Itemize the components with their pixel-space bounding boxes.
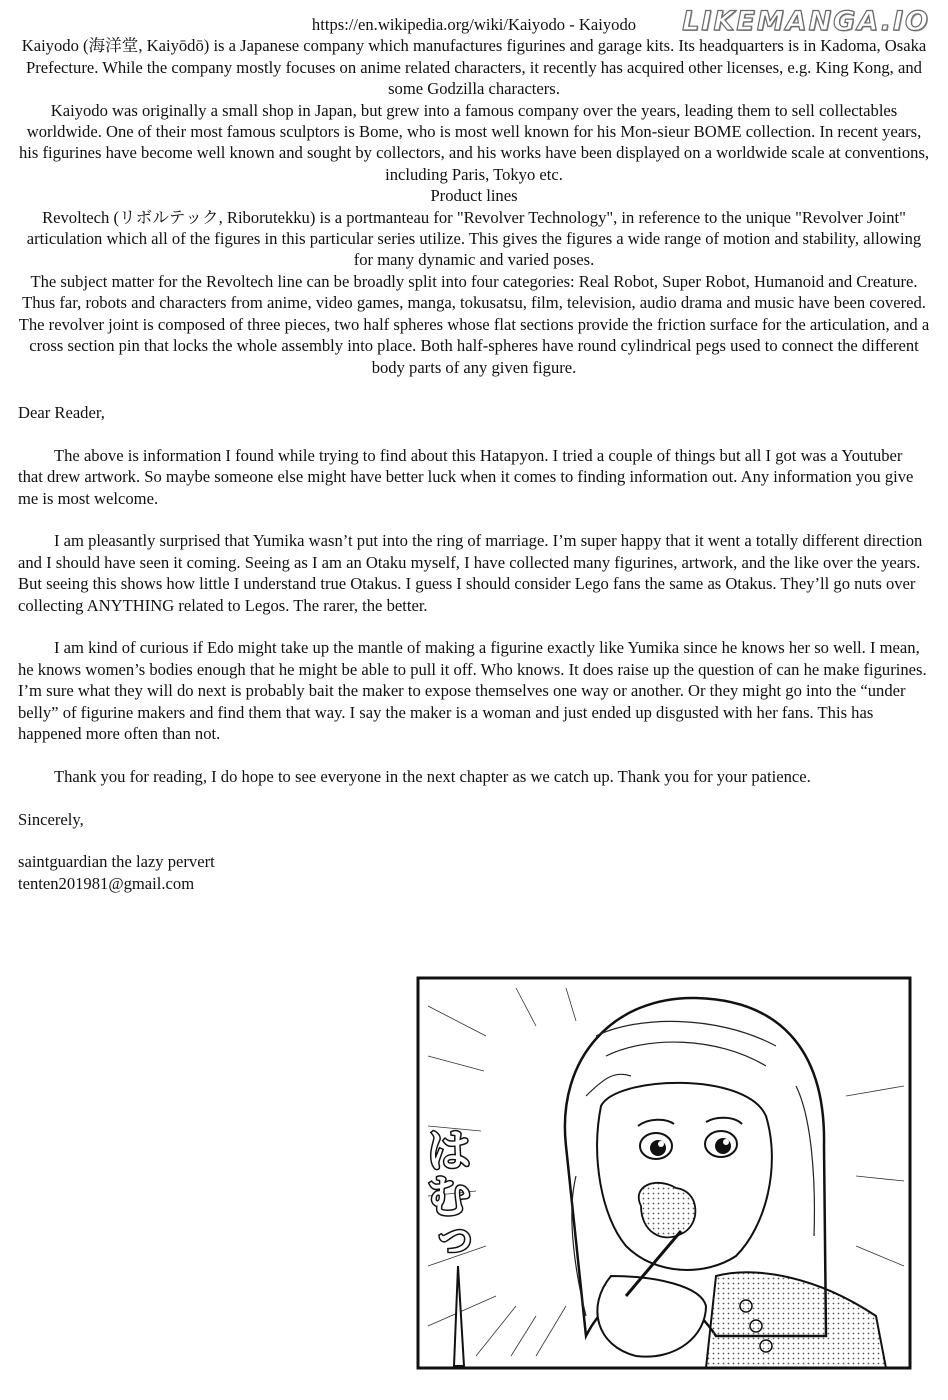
manga-panel-illustration [416,976,912,1370]
eye-left [640,1133,672,1159]
wiki-paragraph-subjects: The subject matter for the Revoltech line can be broadly split into four categories: Real Robot, Super Robot, Humanoid and Creature. Thus far, robots and characters from anime, video games, manga, tokusatsu, film, television, audio drama and music have been covered. The revolver joint is composed of three pieces, two half spheres whose flat sections provide the friction surface for the articulation, and a cross section pin that locks the whole assembly into place. Both half-spheres have round cylindrical pegs used to connect the different body parts of any given figure. [18,271,930,377]
site-watermark: LIKEMANGA.IO [682,6,930,37]
letter-paragraph: Thank you for reading, I do hope to see everyone in the next chapter as we catch up. Thank you for your patience. [54,766,811,786]
sound-effect: はむっ [419,1126,473,1264]
eye-right [705,1131,737,1157]
letter-closing: Sincerely, [18,809,84,829]
wiki-paragraph-history: Kaiyodo was originally a small shop in Japan, but grew into a famous company over the years, leading them to sell collectables worldwide. One of their most famous sculptors is Bome, who is most well known for his Mon-sieur BOME collection. In recent years, his figurines have become well known and sought by collectors, and his works have been displayed on a worldwide scale at conventions, including Paris, Tokyo etc. [18,100,930,184]
letter-signature: saintguardian the lazy pervert [18,852,215,872]
reader-letter [18,402,930,894]
manga-panel [416,976,912,1370]
wiki-section-heading: Product lines [430,186,518,206]
face [597,1083,772,1270]
letter-greeting: Dear Reader, [18,403,105,422]
letter-email: tenten201981@gmail.com [18,873,195,893]
wiki-paragraph-intro: Kaiyodo (海洋堂, Kaiyōdō) is a Japanese company which manufactures figurines and garage kits. Its headquarters is in Kadoma, Osaka Prefecture. While the company mostly focuses on anime related characters, it recently has acquired other licenses, e.g. King Kong, and some Godzilla characters. [21,36,927,99]
letter-paragraph: I am kind of curious if Edo might take up the mantle of making a figurine exactly like Yumika since he knows her so well. I mean, he knows women’s bodies enough that he might be able to pull it off. Who knows. It does raise up the question of can he make figurines. I’m sure what they will do next is probably bait the maker to expose themselves one way or another. Or they might go into the “under belly” of figurine makers and find them that way. I say the maker is a woman and just ended up disgusted with her fans. This has happened more often than not. [18,638,927,744]
source-line: https://en.wikipedia.org/wiki/Kaiyodo - Kaiyodo [311,15,637,34]
wiki-paragraph-revoltech: Revoltech (リボルテック, Riborutekku) is a portmanteau for "Revolver Technology", in reference to the unique "Revolver Joint" articulation which all of the figures in this particular series utilize. This gives the figures a wide range of motion and stability, allowing for many dynamic and varied poses. [26,207,922,270]
wiki-excerpt [16,14,932,378]
letter-paragraph: I am pleasantly surprised that Yumika wasn’t put into the ring of marriage. I’m super happy that it went a totally different direction and I should have seen it coming. Seeing as I am an Otaku myself, I have collected many figurines, artwork, and the like over the years. But seeing this shows how little I understand true Otakus. I guess I should consider Lego fans the same as Otakus. They’ll go nuts over collecting ANYTHING related to Legos. The rarer, the better. [18,531,923,615]
letter-paragraph: The above is information I found while trying to find about this Hatapyon. I tried a couple of things but all I got was a Youtuber that drew artwork. So maybe someone else might have better luck when it comes to finding information out. Any information you give me is most welcome. [18,445,914,508]
